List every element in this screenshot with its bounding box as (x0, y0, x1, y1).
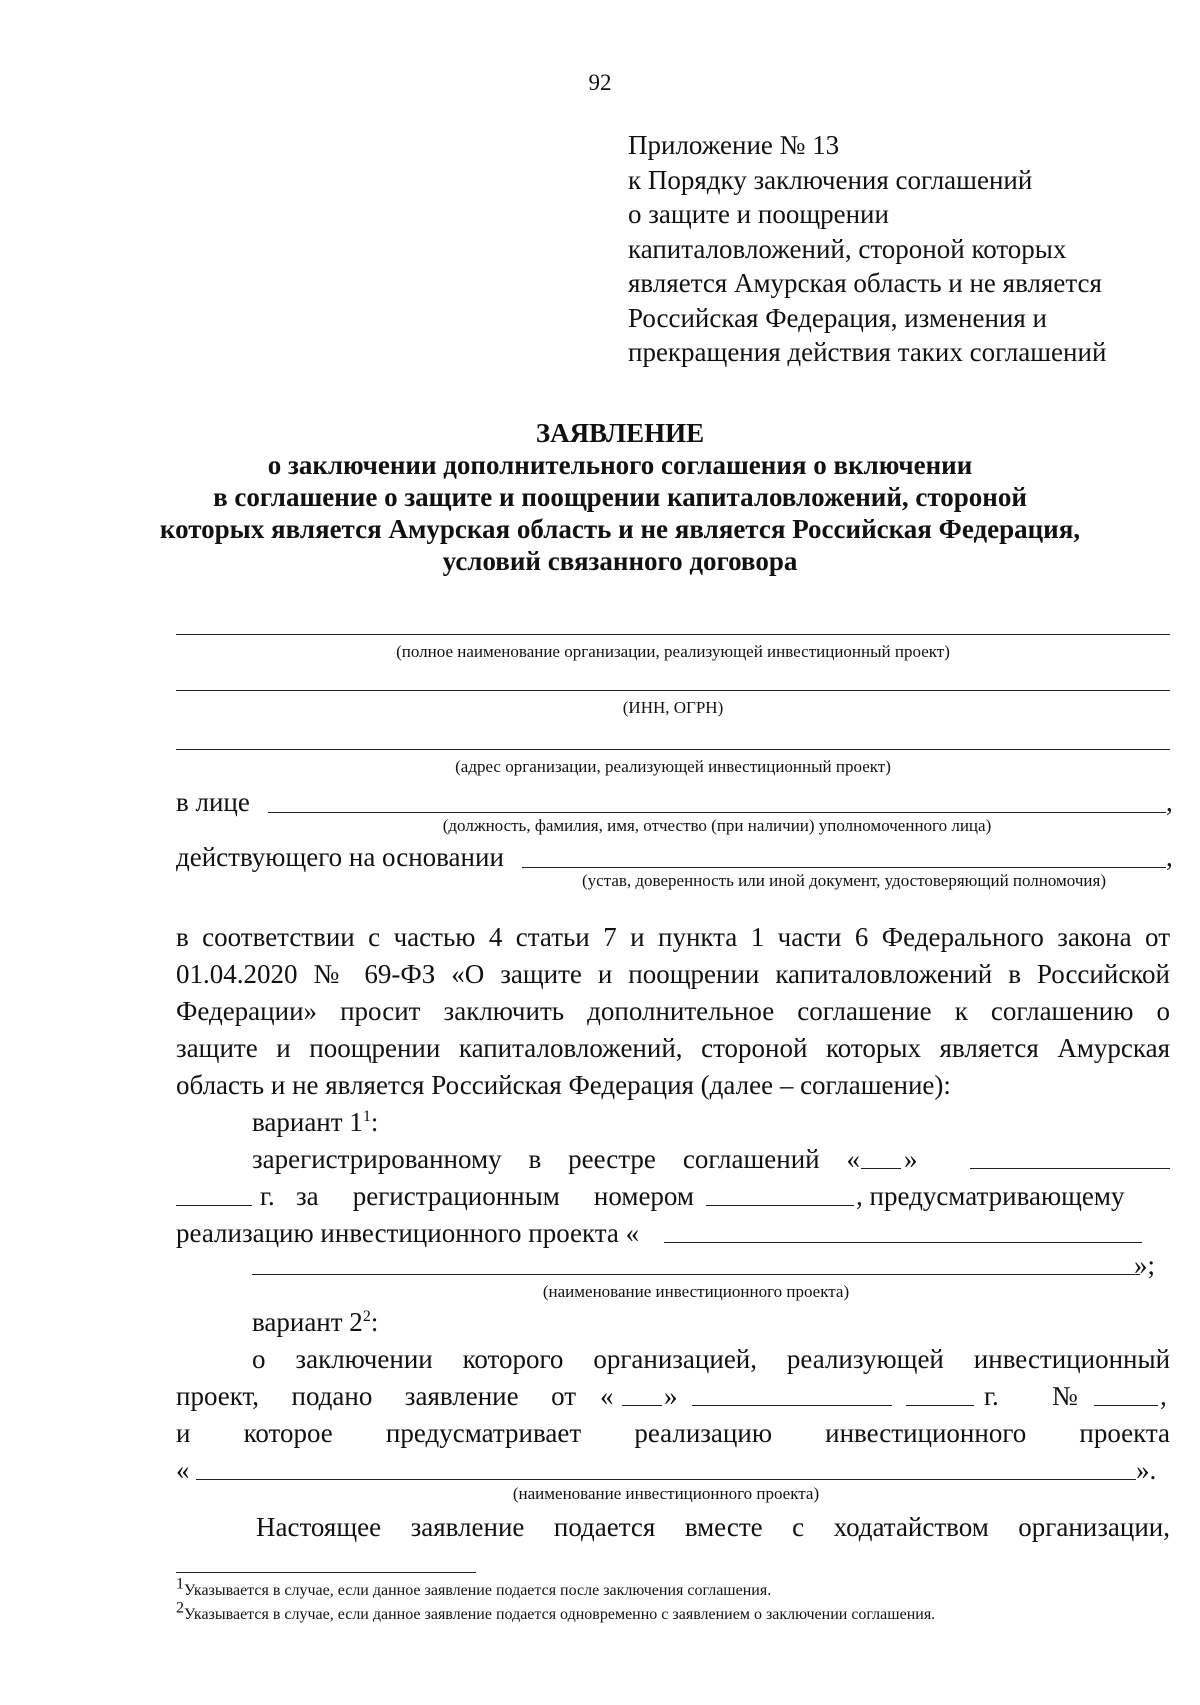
variant-2-line-2: проект, подано заявление от (176, 1381, 577, 1411)
document-title-line: условий связанного договора (442, 546, 798, 576)
acting-basis-label: действующего на основании (176, 842, 504, 872)
variant-1-line-2-suffix: , предусматривающему (856, 1181, 1125, 1211)
appendix-line: прекращения действия таких соглашений (628, 337, 1107, 367)
appendix-block (628, 128, 1106, 370)
variant-1-line-1: зарегистрированному в реестре соглашений « (252, 1144, 861, 1174)
org-name-field[interactable] (176, 634, 1170, 635)
open-quote: « (600, 1381, 614, 1411)
document-heading: ЗАЯВЛЕНИЕ (535, 418, 705, 448)
appendix-line: Приложение № 13 (628, 130, 840, 160)
year-abbrev: г. (984, 1381, 999, 1411)
variant-1-label: вариант $1^1$: (252, 1107, 379, 1137)
appendix-line: является Амурская область и не является (628, 268, 1102, 298)
body-line: область и не является Российская Федерация (далее – соглашение): (176, 1070, 951, 1100)
variant-1-line-3: реализацию инвестиционного проекта « (176, 1218, 640, 1248)
application-month-field[interactable] (692, 1405, 892, 1406)
acting-basis-field[interactable] (522, 867, 1166, 868)
registration-month-field[interactable] (970, 1168, 1170, 1169)
application-year-field[interactable] (906, 1405, 974, 1406)
inn-ogrn-field[interactable] (176, 690, 1170, 691)
page-number: 92 (588, 70, 612, 95)
authorized-person-caption: (должность, фамилия, имя, отчество (при наличии) уполномоченного лица) (442, 816, 992, 835)
comma: , (1160, 1381, 1167, 1411)
comma: , (1166, 842, 1173, 872)
close-quote: » (904, 1144, 918, 1174)
org-address-caption: (адрес организации, реализующей инвестиционный проект) (455, 757, 891, 776)
in-person-label: в лице (176, 787, 250, 817)
appendix-line: о защите и поощрении (628, 199, 889, 229)
appendix-line: к Порядку заключения соглашений (628, 164, 1033, 195)
comma: , (1166, 787, 1173, 817)
registration-day-field[interactable] (861, 1168, 901, 1169)
variant-2-line-end: ». (1136, 1455, 1157, 1485)
project-name-field-2[interactable] (196, 1479, 1136, 1480)
footnote-2: $^2$Указывается в случае, если данное заявление подается одновременно с заявлением о заключении соглашения. (176, 1599, 936, 1623)
variant-1-line-2: за регистрационным номером (296, 1181, 694, 1211)
document-title-line: о заключении дополнительного соглашения о включении (267, 450, 973, 480)
variant-1-line-end: »; (1134, 1250, 1156, 1280)
application-day-field[interactable] (622, 1405, 662, 1406)
project-name-caption-1: (наименование инвестиционного проекта) (542, 1282, 850, 1301)
org-address-field[interactable] (176, 749, 1170, 750)
registration-year-field[interactable] (176, 1205, 252, 1206)
body-line: защите и поощрении капиталовложений, стороной которых является Амурская (176, 1033, 1170, 1063)
number-sign: № (1052, 1381, 1078, 1411)
project-name-caption-2: (наименование инвестиционного проекта) (512, 1484, 820, 1503)
org-name-caption: (полное наименование организации, реализующей инвестиционный проект) (396, 642, 950, 661)
project-name-field-1a[interactable] (664, 1242, 1142, 1243)
variant-2-line-3: и которое предусматривает реализацию инвестиционного проекта (176, 1418, 1171, 1448)
body-line: Федерации» просит заключить дополнительное соглашение к соглашению о (176, 996, 1170, 1026)
project-name-field-1b[interactable] (252, 1274, 1140, 1275)
close-quote: » (664, 1381, 678, 1411)
authorized-person-field[interactable] (268, 812, 1166, 813)
footnote-separator (176, 1572, 476, 1573)
open-quote: « (176, 1455, 190, 1485)
acting-basis-caption: (устав, доверенность или иной документ, удостоверяющий полномочия) (581, 871, 1106, 890)
inn-ogrn-caption: (ИНН, ОГРН) (622, 698, 724, 717)
appendix-line: Российская Федерация, изменения и (628, 302, 1047, 333)
year-abbrev: г. (260, 1181, 275, 1211)
footnote-ref-2: 2 (362, 1308, 371, 1325)
footnote-1: $^1$Указывается в случае, если данное заявление подается после заключения соглашения. (176, 1575, 772, 1599)
variant-2-line-1: о заключении которого организацией, реализующей инвестиционный (252, 1344, 1171, 1374)
body-line: 01.04.2020 № 69-ФЗ «О защите и поощрении капиталовложений в Российской (176, 959, 1170, 989)
final-line: Настоящее заявление подается вместе с ходатайством организации, (256, 1512, 1171, 1542)
body-line: в соответствии с частью 4 статьи 7 и пункта 1 части 6 Федерального закона от (176, 922, 1170, 952)
application-number-field[interactable] (1094, 1405, 1158, 1406)
appendix-line: капиталовложений, стороной которых (628, 233, 1067, 264)
document-title-line: которых является Амурская область и не является Российская Федерация, (159, 514, 1081, 544)
document-title-line: в соглашение о защите и поощрении капиталовложений, стороной (213, 482, 1027, 512)
footnote-ref-1: 1 (362, 1108, 371, 1125)
variant-2-label: вариант $2^2$: (252, 1307, 379, 1337)
registration-number-field[interactable] (706, 1205, 854, 1206)
